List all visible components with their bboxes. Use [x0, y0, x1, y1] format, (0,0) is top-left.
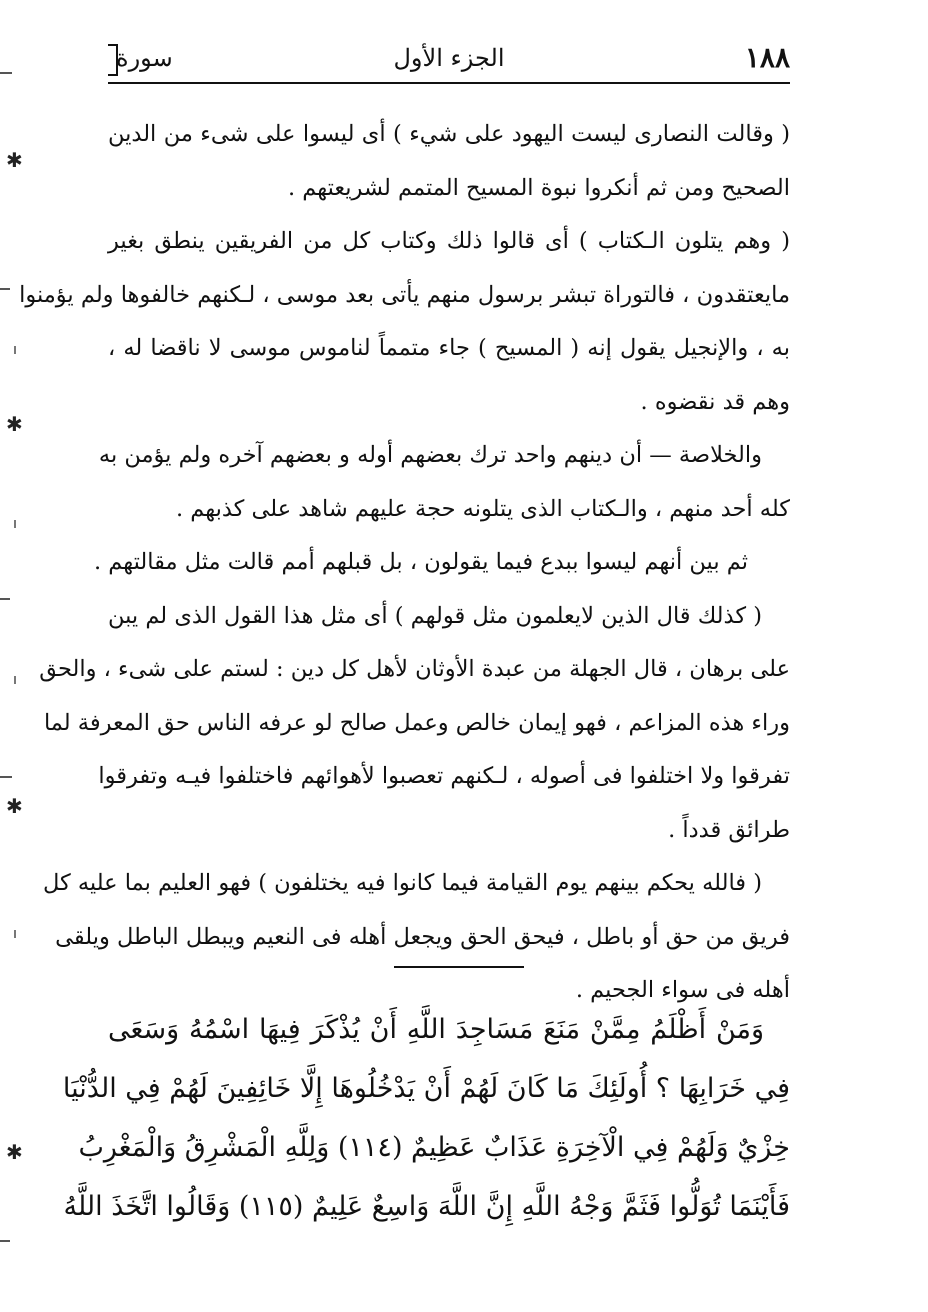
margin-tick [0, 72, 12, 74]
commentary-line: على برهان ، قال الجهلة من عبدة الأوثان لأهل كل دين : لستم على شىء ، والحق [39, 656, 790, 682]
page-header [108, 40, 790, 80]
commentary-text [19, 108, 790, 1018]
commentary-line: والخلاصة — أن دينهم واحد ترك بعضهم أوله و بعضهم آخره ولم يؤمن به [98, 442, 762, 468]
header-rule [108, 82, 790, 84]
commentary-line: ( كذلك قال الذين لايعلمون مثل قولهم ) أى مثل هذا القول الذى لم يبن [108, 602, 762, 629]
margin-star-mark: ✱ [6, 148, 23, 172]
commentary-line: طرائق قدداً . [668, 816, 790, 843]
margin-star-mark: ✱ [6, 412, 23, 436]
commentary-line: به ، والإنجيل يقول إنه ( المسيح ) جاء متمماً لناموس موسى لا ناقضا له ، [108, 335, 790, 361]
verse-line: خِزْيٌ وَلَهُمْ فِي الْآخِرَةِ عَذَابٌ عَظِيمٌ (١١٤) وَلِلَّهِ الْمَشْرِقُ وَالْمَغْرِبُ [78, 1132, 790, 1163]
section-divider [394, 966, 524, 968]
verse-line: وَمَنْ أَظْلَمُ مِمَّنْ مَنَعَ مَسَاجِدَ اللَّهِ أَنْ يُذْكَرَ فِيهَا اسْمُهُ وَسَعَى [108, 1014, 764, 1045]
commentary-line: كله أحد منهم ، والـكتاب الذى يتلونه حجة عليهم شاهد على كذبهم . [175, 495, 790, 522]
margin-dot [14, 676, 16, 684]
commentary-line: تفرقوا ولا اختلفوا فى أصوله ، لـكنهم تعصبوا لأهوائهم فاختلفوا فيـه وتفرقوا [98, 763, 790, 789]
margin-dot [14, 930, 16, 938]
header-bracket [108, 44, 118, 76]
margin-dot [14, 346, 16, 354]
verse-line: فِي خَرَابِهَا ؟ أُولَئِكَ مَا كَانَ لَهُمْ أَنْ يَدْخُلُوهَا إِلَّا خَائِفِينَ لَهُمْ فِي الدُّنْيَا [62, 1073, 790, 1104]
commentary-line: مايعتقدون ، فالتوراة تبشر برسول منهم يأتى بعد موسى ، لـكنهم خالفوها ولم يؤمنوا [19, 281, 790, 308]
page-number: ١٨٨ [744, 41, 790, 74]
commentary-line: فريق من حق أو باطل ، فيحق الحق ويجعل أهله فى النعيم ويبطل الباطل ويلقى [55, 923, 790, 950]
verse-line: فَأَيْنَمَا تُوَلُّوا فَثَمَّ وَجْهُ اللَّهِ إِنَّ اللَّهَ وَاسِعٌ عَلِيمٌ (١١٥) وَقَالُوا اتَّخَذَ اللَّهُ [63, 1191, 790, 1222]
commentary-line: ( وقالت النصارى ليست اليهود على شيء ) أى ليسوا على شىء من الدين [108, 121, 790, 147]
commentary-line: ( وهم يتلون الـكتاب ) أى قالوا ذلك وكتاب كل من الفريقين ينطق بغير [108, 228, 790, 254]
commentary-line: وهم قد نقضوه . [640, 388, 790, 415]
margin-tick [0, 776, 12, 778]
margin-tick [0, 288, 10, 290]
margin-dot [14, 520, 16, 528]
margin-star-mark: ✱ [6, 794, 23, 818]
quran-verses [62, 1000, 790, 1236]
commentary-line: الصحيح ومن ثم أنكروا نبوة المسيح المتمم لشريعتهم . [287, 174, 790, 201]
margin-star-mark: ✱ [6, 1140, 23, 1164]
margin-tick [0, 1240, 10, 1242]
margin-tick [0, 598, 10, 600]
commentary-line: ( فالله يحكم بينهم يوم القيامة فيما كانوا فيه يختلفون ) فهو العليم بما عليه كل [42, 870, 762, 896]
commentary-line: ثم بين أنهم ليسوا ببدع فيما يقولون ، بل قبلهم أمم قالت مثل مقالتهم . [93, 549, 748, 575]
part-title: الجزء الأول [393, 44, 505, 72]
surah-label: سورة [116, 44, 173, 72]
commentary-line: أهله فى سواء الجحيم . [575, 977, 790, 1003]
commentary-line: وراء هذه المزاعم ، فهو إيمان خالص وعمل صالح لو عرفه الناس حق المعرفة لما [43, 709, 790, 736]
